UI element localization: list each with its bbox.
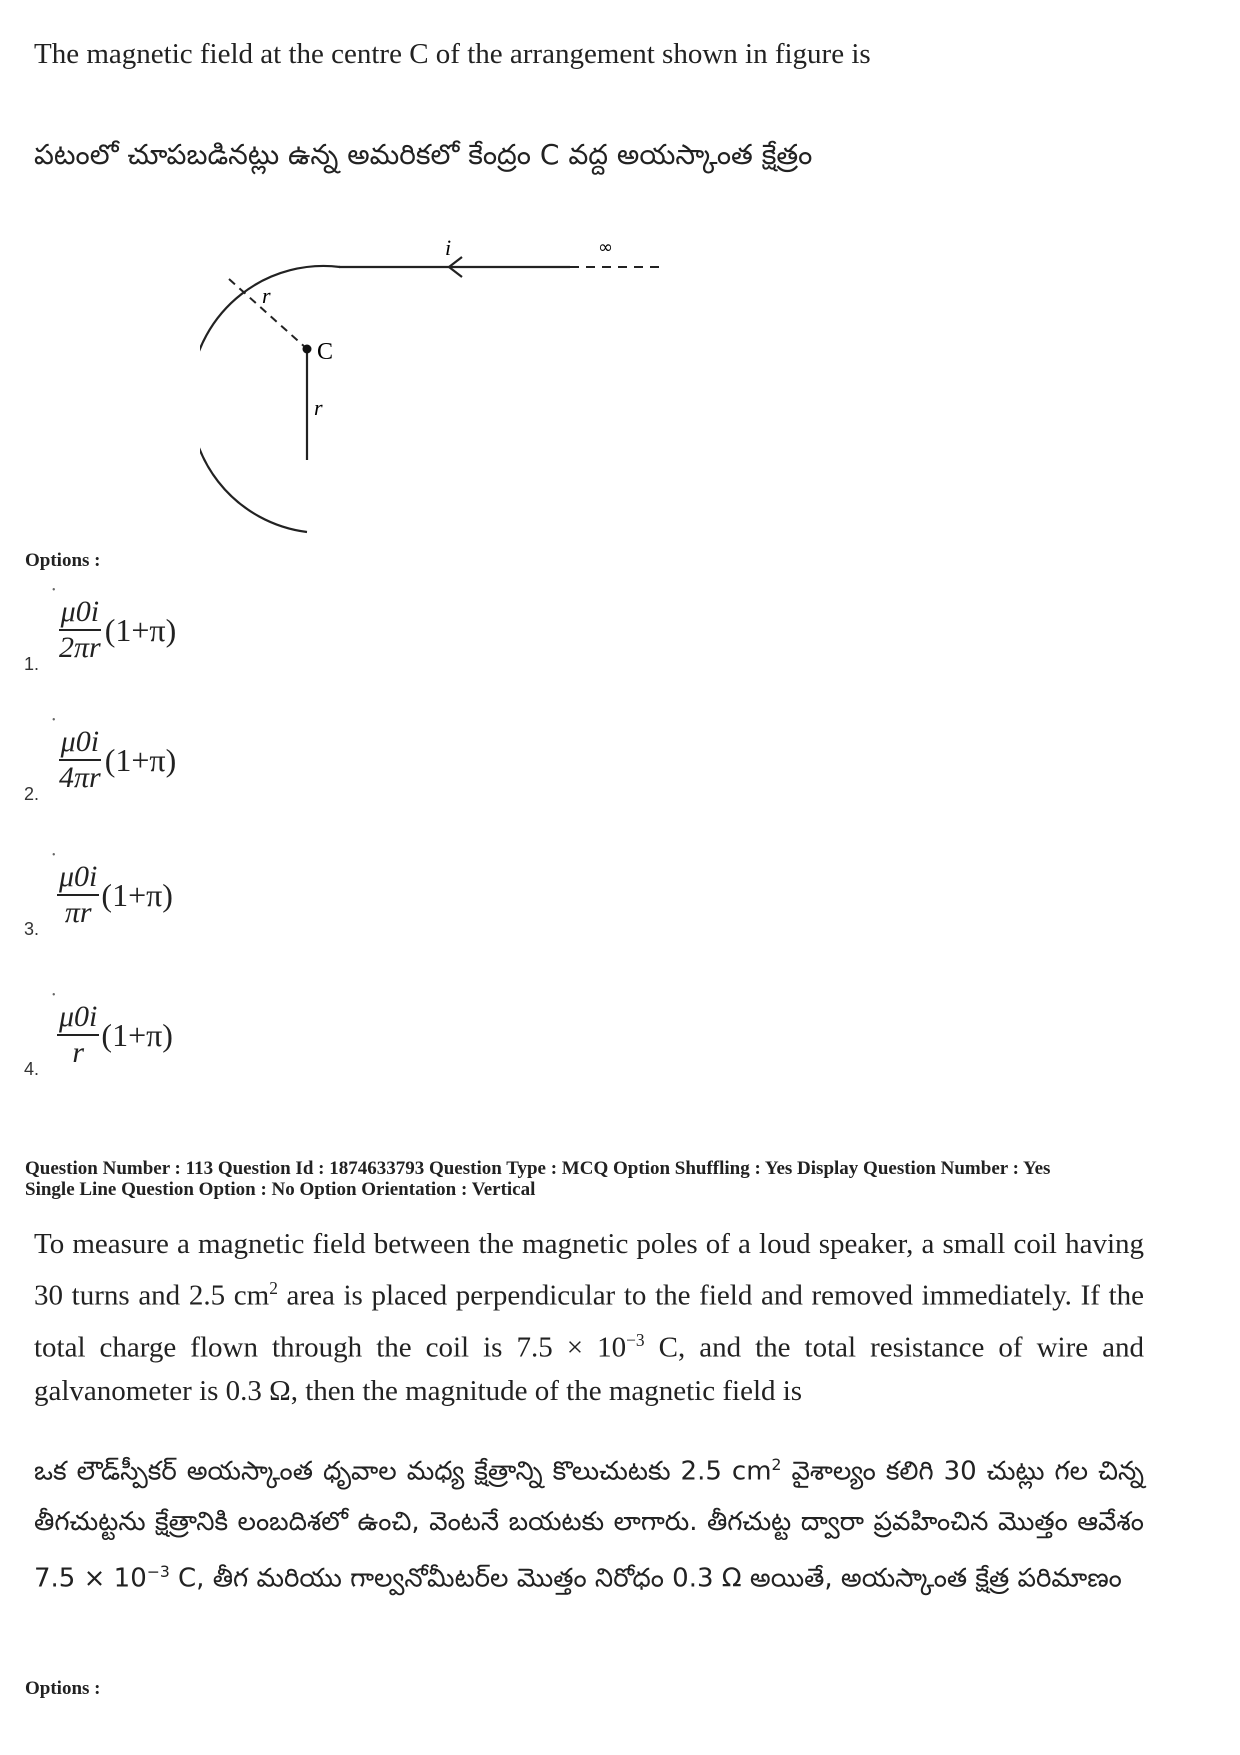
option-number: 1. (24, 654, 40, 674)
option-dot: • (52, 585, 56, 596)
option-denominator: 2πr (59, 631, 101, 664)
option-2[interactable] (22, 715, 322, 805)
option-denominator: πr (64, 896, 92, 929)
radius-label-dashed: r (262, 283, 271, 308)
question-meta-line2: Single Line Question Option : No Option Orientation : Vertical (25, 1179, 536, 1200)
option-4[interactable] (22, 990, 322, 1080)
option-3[interactable] (22, 850, 322, 940)
option-denominator: 4πr (59, 761, 101, 794)
radius-label-vertical: r (314, 395, 323, 420)
option-number: 3. (24, 919, 40, 939)
option-numerator: μ0i (59, 595, 101, 631)
option-formula (57, 595, 176, 665)
option-formula (57, 860, 173, 930)
option-tail: (1+π) (101, 876, 173, 913)
option-dot: • (52, 850, 56, 861)
circuit-figure (200, 225, 760, 545)
centre-label: C (317, 339, 334, 365)
option-numerator: μ0i (59, 725, 101, 761)
options-heading-q113: Options : (25, 1678, 101, 1699)
option-denominator: r (72, 1036, 85, 1069)
option-1[interactable] (22, 585, 322, 675)
option-tail: (1+π) (104, 611, 177, 648)
question-meta-line1: Question Number : 113 Question Id : 1874633793 Question Type : MCQ Option Shuffling : Yes Display Question Number : Yes (25, 1158, 1051, 1179)
option-numerator: μ0i (57, 1000, 99, 1036)
question-113-text-te: ఒక లౌడ్‌స్పీకర్ అయస్కాంత ధృవాల మధ్య క్షేత్రాన్ని కొలుచుటకు 2.5 $cm^2$ వైశాల్యం కలిగి 30 చుట్లు గల చిన్న తీగచుట్టను క్షేత్రానికి లంబదిశలో ఉంచి, వెంటనే బయటకు లాగారు. తీగచుట్ట ద్వారా ప్రవహించిన మొత్తం ఆవేశం $7.5 \times 10^{-3}$ C, తీగ మరియు గాల్వనోమీటర్‌ల మొత్తం నిరోధం 0.3 Ω అయితే, అయస్కాంత క్షేత్ర పరిమాణం (34, 1456, 1144, 1594)
options-heading-q112: Options : (25, 550, 101, 571)
current-label: i (445, 235, 452, 260)
option-tail: (1+π) (104, 741, 177, 778)
option-numerator: μ0i (57, 860, 99, 896)
question-text-te: పటంలో చూపబడినట్లు ఉన్న అమరికలో కేంద్రం C వద్ద అయస్కాంత క్షేత్రం (34, 138, 813, 171)
option-dot: • (52, 990, 56, 1001)
option-dot: • (52, 715, 56, 726)
option-formula (57, 1000, 173, 1070)
option-number: 4. (24, 1059, 40, 1079)
infinity-label: ∞ (598, 237, 613, 258)
option-tail: (1+π) (101, 1016, 173, 1053)
question-meta (25, 1158, 1050, 1200)
option-number: 2. (24, 784, 40, 804)
question-113-text-en: To measure a magnetic field between the magnetic poles of a loud speaker, a small coil having 30 turns and 2.5 $cm^2$ area is placed perpendicular to the field and removed immediately. If the total charge flown through the coil is $7.5 \times 10^{-3}$ C, and the total resistance of wire and galvanometer is 0.3 Ω, then the magnitude of the magnetic field is (34, 1228, 1144, 1408)
question-text-en: The magnetic field at the centre C of the arrangement shown in figure is (34, 38, 871, 70)
centre-point (303, 345, 312, 354)
option-formula (57, 725, 176, 795)
